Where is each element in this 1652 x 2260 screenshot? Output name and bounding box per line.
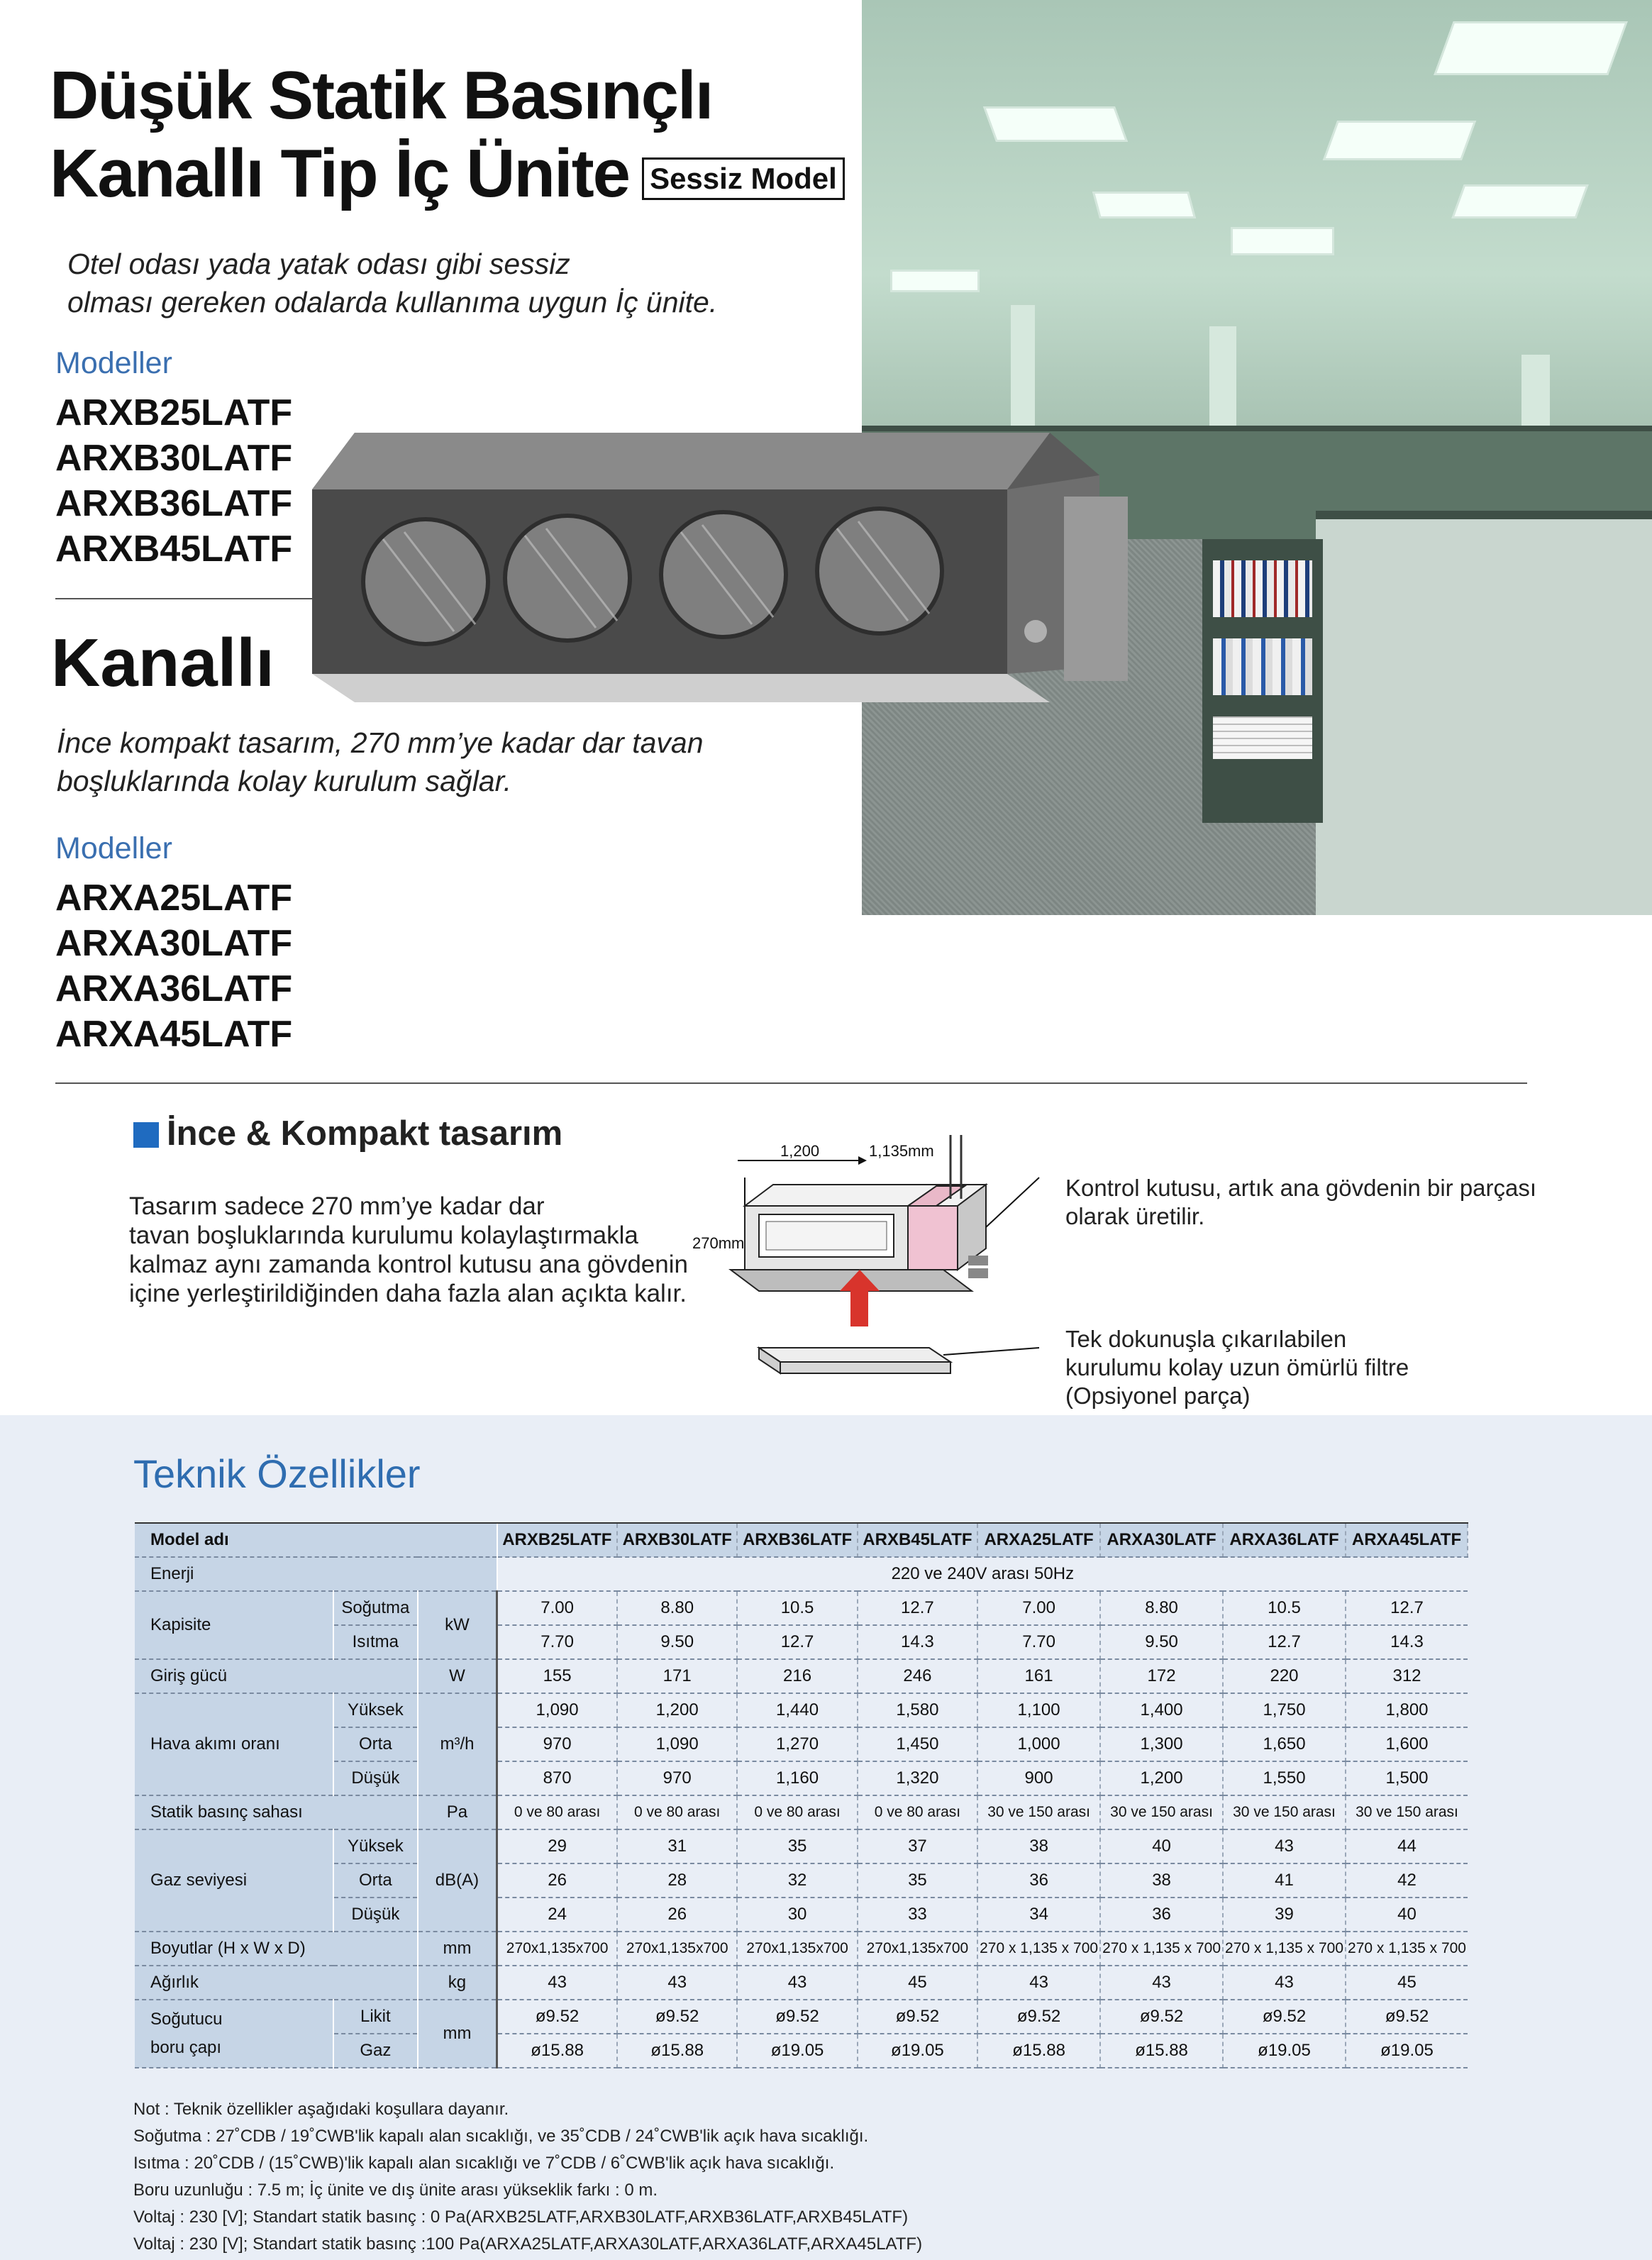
filter-note-line: kurulumu kolay uzun ömürlü filtre	[1065, 1354, 1409, 1380]
spec-row-air-mid	[135, 1727, 1468, 1761]
cell: 1,440	[737, 1693, 857, 1727]
unit-mm: mm	[418, 2000, 497, 2068]
cell: ø9.52	[1100, 2000, 1223, 2034]
cell: 1,090	[497, 1693, 617, 1727]
cell: 220	[1223, 1659, 1346, 1693]
spec-row-air-high	[135, 1693, 1468, 1727]
cell: 270x1,135x700	[858, 1932, 977, 1966]
cell: 10.5	[737, 1591, 857, 1625]
model-col: ARXB36LATF	[737, 1524, 857, 1557]
cell: 43	[977, 1966, 1100, 2000]
compact-desc-line: Tasarım sadece 270 mm’ye kadar dar	[129, 1192, 545, 1220]
cell: 44	[1346, 1829, 1468, 1863]
dim-width2-label: 1,135mm	[869, 1142, 934, 1160]
compact-heading: İnce & Kompakt tasarım	[167, 1114, 563, 1153]
cell: 38	[1100, 1863, 1223, 1898]
cell: 9.50	[617, 1625, 737, 1659]
cell: 29	[497, 1829, 617, 1863]
cell: 35	[858, 1863, 977, 1898]
cell: 155	[497, 1659, 617, 1693]
cell: 41	[1223, 1863, 1346, 1898]
cell: 43	[1223, 1829, 1346, 1863]
ceiling-light	[983, 106, 1128, 142]
compact-desc-line: kalmaz aynı zamanda kontrol kutusu ana gövdenin	[129, 1251, 688, 1278]
model-label: Model adı	[135, 1524, 497, 1557]
low-label: Düşük	[333, 1898, 418, 1932]
cell: 970	[497, 1727, 617, 1761]
cell: 36	[1100, 1898, 1223, 1932]
unit-pa: Pa	[418, 1795, 497, 1829]
cell: 9.50	[1100, 1625, 1223, 1659]
ceiling-light	[890, 270, 980, 292]
books	[1213, 560, 1312, 617]
cell: 270 x 1,135 x 700	[1346, 1932, 1468, 1966]
cell: ø19.05	[858, 2034, 977, 2068]
title-line-1: Düşük Statik Basınçlı	[50, 57, 713, 133]
liquid-label: Likit	[333, 2000, 418, 2034]
spec-row-static	[135, 1795, 1468, 1829]
cell: ø9.52	[977, 2000, 1100, 2034]
subtitle	[67, 245, 717, 321]
cell: 1,100	[977, 1693, 1100, 1727]
spec-row-pipe-liquid	[135, 2000, 1468, 2034]
cell: 1,580	[858, 1693, 977, 1727]
spec-row-noise-low	[135, 1898, 1468, 1932]
spec-row-dims	[135, 1932, 1468, 1966]
cell: 7.00	[497, 1591, 617, 1625]
models-list-arxa	[55, 875, 292, 1057]
cell: 0 ve 80 arası	[617, 1795, 737, 1829]
model-col: ARXB30LATF	[617, 1524, 737, 1557]
kanalli-description	[57, 724, 704, 800]
unit-kw: kW	[418, 1591, 497, 1659]
model-arxb30: ARXB30LATF	[55, 438, 293, 479]
pipe-label-line-1: Soğutucu	[150, 2010, 223, 2029]
cell: 312	[1346, 1659, 1468, 1693]
cell: 26	[617, 1898, 737, 1932]
unit-kg: kg	[418, 1966, 497, 2000]
spec-row-noise-high	[135, 1829, 1468, 1863]
kanalli-desc-line-2: boşluklarında kolay kurulum sağlar.	[57, 765, 512, 797]
cell: 1,300	[1100, 1727, 1223, 1761]
low-label: Düşük	[333, 1761, 418, 1795]
input-label: Giriş gücü	[135, 1659, 418, 1693]
pipe-label	[135, 2000, 333, 2068]
spec-row-energy	[135, 1557, 1468, 1591]
cell: 970	[617, 1761, 737, 1795]
cell: 43	[1223, 1966, 1346, 2000]
cell: 34	[977, 1898, 1100, 1932]
cell: 870	[497, 1761, 617, 1795]
cell: 0 ve 80 arası	[497, 1795, 617, 1829]
cell: 8.80	[617, 1591, 737, 1625]
cell: 40	[1100, 1829, 1223, 1863]
kanalli-desc-line-1: İnce kompakt tasarım, 270 mm’ye kadar dar tavan	[57, 726, 704, 759]
note-line: Not : Teknik özellikler aşağıdaki koşullara dayanır.	[133, 2100, 509, 2119]
cell: 7.00	[977, 1591, 1100, 1625]
cell: 1,200	[1100, 1761, 1223, 1795]
model-col: ARXA25LATF	[977, 1524, 1100, 1557]
model-col: ARXA30LATF	[1100, 1524, 1223, 1557]
cell: 1,200	[617, 1693, 737, 1727]
filter-note-line: Tek dokunuşla çıkarılabilen	[1065, 1326, 1347, 1352]
model-arxb45: ARXB45LATF	[55, 528, 293, 570]
model-arxa30: ARXA30LATF	[55, 923, 293, 964]
cell: 900	[977, 1761, 1100, 1795]
cell: 37	[858, 1829, 977, 1863]
cell: ø9.52	[497, 2000, 617, 2034]
cell: 1,550	[1223, 1761, 1346, 1795]
model-arxb36: ARXB36LATF	[55, 483, 293, 524]
subtitle-line-1: Otel odası yada yatak odası gibi sessiz	[67, 248, 570, 280]
title-line-2-text: Kanallı Tip İç Ünite	[50, 135, 630, 211]
cell: 270x1,135x700	[737, 1932, 857, 1966]
cell: 172	[1100, 1659, 1223, 1693]
cell: ø9.52	[617, 2000, 737, 2034]
cell: 1,160	[737, 1761, 857, 1795]
cell: ø15.88	[1100, 2034, 1223, 2068]
title-line-2	[50, 135, 845, 213]
note-line: Boru uzunluğu : 7.5 m; İç ünite ve dış ünite arası yükseklik farkı : 0 m.	[133, 2181, 658, 2200]
cell: 45	[1346, 1966, 1468, 2000]
model-arxa36: ARXA36LATF	[55, 968, 293, 1009]
cell: 1,750	[1223, 1693, 1346, 1727]
heating-label: Isıtma	[333, 1625, 418, 1659]
cell: 24	[497, 1898, 617, 1932]
duct-unit-illustration	[312, 433, 1135, 716]
airflow-label: Hava akımı oranı	[135, 1693, 333, 1795]
cell: 30 ve 150 arası	[1100, 1795, 1223, 1829]
cell: 43	[737, 1966, 857, 2000]
cell: 171	[617, 1659, 737, 1693]
cell: 45	[858, 1966, 977, 2000]
cell: 28	[617, 1863, 737, 1898]
mid-label: Orta	[333, 1727, 418, 1761]
cell: 12.7	[1223, 1625, 1346, 1659]
ceiling-light	[1323, 121, 1476, 160]
cell: 33	[858, 1898, 977, 1932]
cell: 1,800	[1346, 1693, 1468, 1727]
cell: 1,000	[977, 1727, 1100, 1761]
note-line: Voltaj : 230 [V]; Standart statik basınç :100 Pa(ARXA25LATF,ARXA30LATF,ARXA36LATF,ARXA45LATF)	[133, 2234, 923, 2254]
models-heading-arxa: Modeller	[55, 831, 172, 865]
model-arxa45: ARXA45LATF	[55, 1014, 293, 1055]
cell: 39	[1223, 1898, 1346, 1932]
gas-label: Gaz	[333, 2034, 418, 2068]
cell: 42	[1346, 1863, 1468, 1898]
books	[1213, 638, 1312, 695]
model-col: ARXA36LATF	[1223, 1524, 1346, 1557]
spec-row-noise-mid	[135, 1863, 1468, 1898]
cell: 43	[497, 1966, 617, 2000]
cell: 10.5	[1223, 1591, 1346, 1625]
cubicle-panel	[1316, 511, 1652, 915]
cell: 43	[617, 1966, 737, 2000]
model-arxb25: ARXB25LATF	[55, 392, 293, 433]
cooling-label: Soğutma	[333, 1591, 418, 1625]
cell: 0 ve 80 arası	[858, 1795, 977, 1829]
cell: 270 x 1,135 x 700	[1223, 1932, 1346, 1966]
dims-label: Boyutlar (H x W x D)	[135, 1932, 418, 1966]
section-square-icon	[133, 1122, 159, 1148]
cell: 1,270	[737, 1727, 857, 1761]
cell: 1,450	[858, 1727, 977, 1761]
pipe-label-line-2: boru çapı	[150, 2038, 222, 2057]
cell: 36	[977, 1863, 1100, 1898]
dim-height-label: 270mm	[692, 1234, 745, 1252]
static-label: Statik basınç sahası	[135, 1795, 418, 1829]
divider-2	[55, 1082, 1527, 1084]
cell: 216	[737, 1659, 857, 1693]
filter-note-line: (Opsiyonel parça)	[1065, 1383, 1251, 1409]
spec-table	[135, 1524, 1468, 2068]
models-list-arxb	[55, 390, 292, 572]
compact-desc-line: tavan boşluklarında kurulumu kolaylaştırmakla	[129, 1222, 638, 1249]
capacity-label: Kapisite	[135, 1591, 333, 1659]
cell: 30 ve 150 arası	[1223, 1795, 1346, 1829]
cell: 43	[1100, 1966, 1223, 2000]
compact-description	[129, 1192, 688, 1308]
cell: 1,320	[858, 1761, 977, 1795]
compact-desc-line: içine yerleştirildiğinden daha fazla alan açıkta kalır.	[129, 1280, 687, 1307]
energy-value: 220 ve 240V arası 50Hz	[497, 1557, 1468, 1591]
cell: 32	[737, 1863, 857, 1898]
energy-label: Enerji	[135, 1557, 497, 1591]
cell: ø15.88	[497, 2034, 617, 2068]
cell: 35	[737, 1829, 857, 1863]
cell: 1,500	[1346, 1761, 1468, 1795]
cell: ø9.52	[1346, 2000, 1468, 2034]
control-box-note-line: Kontrol kutusu, artık ana gövdenin bir parçası	[1065, 1175, 1537, 1201]
spec-row-weight	[135, 1966, 1468, 2000]
cell: 0 ve 80 arası	[737, 1795, 857, 1829]
cell: ø9.52	[1223, 2000, 1346, 2034]
compact-diagram	[688, 1135, 1057, 1390]
note-line: Isıtma : 20˚CDB / (15˚CWB)'lik kapalı alan sıcaklığı ve 7˚CDB / 6˚CWB'lik açık hava sıcaklığı.	[133, 2154, 835, 2173]
dim-width-label: 1,200	[780, 1142, 820, 1160]
cell: 270x1,135x700	[497, 1932, 617, 1966]
cell: ø9.52	[737, 2000, 857, 2034]
cell: 12.7	[737, 1625, 857, 1659]
high-label: Yüksek	[333, 1829, 418, 1863]
spec-row-cooling	[135, 1591, 1468, 1625]
noise-label: Gaz seviyesi	[135, 1829, 333, 1932]
silent-model-badge: Sessiz Model	[642, 157, 845, 200]
spec-notes	[133, 2096, 922, 2258]
ceiling-light	[1231, 227, 1334, 255]
subtitle-line-2: olması gereken odalarda kullanıma uygun İç ünite.	[67, 286, 718, 318]
spec-row-pipe-gas	[135, 2034, 1468, 2068]
unit-mm: mm	[418, 1932, 497, 1966]
cell: 270 x 1,135 x 700	[977, 1932, 1100, 1966]
divider-1	[55, 598, 353, 599]
cell: ø19.05	[1346, 2034, 1468, 2068]
models-heading-arxb: Modeller	[55, 346, 172, 380]
cell: 30 ve 150 arası	[977, 1795, 1100, 1829]
cell: 38	[977, 1829, 1100, 1863]
ceiling-light	[1434, 21, 1628, 75]
cell: 1,090	[617, 1727, 737, 1761]
unit-db: dB(A)	[418, 1829, 497, 1932]
spec-heading: Teknik Özellikler	[133, 1451, 421, 1496]
mid-label: Orta	[333, 1863, 418, 1898]
cell: 31	[617, 1829, 737, 1863]
note-line: Soğutma : 27˚CDB / 19˚CWB'lik kapalı alan sıcaklığı, ve 35˚CDB / 24˚CWB'lik açık hava sıcaklığı.	[133, 2127, 869, 2146]
spec-row-heating	[135, 1625, 1468, 1659]
cell: ø9.52	[858, 2000, 977, 2034]
cell: 246	[858, 1659, 977, 1693]
model-col: ARXB25LATF	[497, 1524, 617, 1557]
page-title	[50, 57, 845, 213]
cell: 270x1,135x700	[617, 1932, 737, 1966]
cell: ø19.05	[737, 2034, 857, 2068]
model-col: ARXA45LATF	[1346, 1524, 1468, 1557]
cell: 12.7	[858, 1591, 977, 1625]
cell: 14.3	[858, 1625, 977, 1659]
high-label: Yüksek	[333, 1693, 418, 1727]
cell: 14.3	[1346, 1625, 1468, 1659]
cell: 40	[1346, 1898, 1468, 1932]
control-box-note-line: olarak üretilir.	[1065, 1203, 1205, 1229]
cell: ø15.88	[977, 2034, 1100, 2068]
note-line: Voltaj : 230 [V]; Standart statik basınç : 0 Pa(ARXB25LATF,ARXB30LATF,ARXB36LATF,ARXB45LATF)	[133, 2208, 909, 2227]
unit-airflow: m³/h	[418, 1693, 497, 1795]
cell: 270 x 1,135 x 700	[1100, 1932, 1223, 1966]
spec-row-model	[135, 1524, 1468, 1557]
spec-row-air-low	[135, 1761, 1468, 1795]
cell: 30 ve 150 arası	[1346, 1795, 1468, 1829]
cell: 7.70	[977, 1625, 1100, 1659]
filter-note	[1065, 1325, 1409, 1410]
model-col: ARXB45LATF	[858, 1524, 977, 1557]
cell: 1,650	[1223, 1727, 1346, 1761]
cell: 7.70	[497, 1625, 617, 1659]
cell: 26	[497, 1863, 617, 1898]
ceiling-light	[1092, 192, 1196, 218]
cell: 30	[737, 1898, 857, 1932]
cell: ø15.88	[617, 2034, 737, 2068]
model-arxa25: ARXA25LATF	[55, 877, 293, 919]
cell: 1,600	[1346, 1727, 1468, 1761]
cell: 1,400	[1100, 1693, 1223, 1727]
ceiling-light	[1451, 184, 1588, 218]
unit-w: W	[418, 1659, 497, 1693]
weight-label: Ağırlık	[135, 1966, 418, 2000]
cell: 161	[977, 1659, 1100, 1693]
control-box-note	[1065, 1174, 1536, 1231]
cell: 12.7	[1346, 1591, 1468, 1625]
kanalli-title: Kanallı	[51, 625, 275, 701]
books	[1213, 716, 1312, 759]
cell: 8.80	[1100, 1591, 1223, 1625]
cell: ø19.05	[1223, 2034, 1346, 2068]
spec-row-input	[135, 1659, 1468, 1693]
